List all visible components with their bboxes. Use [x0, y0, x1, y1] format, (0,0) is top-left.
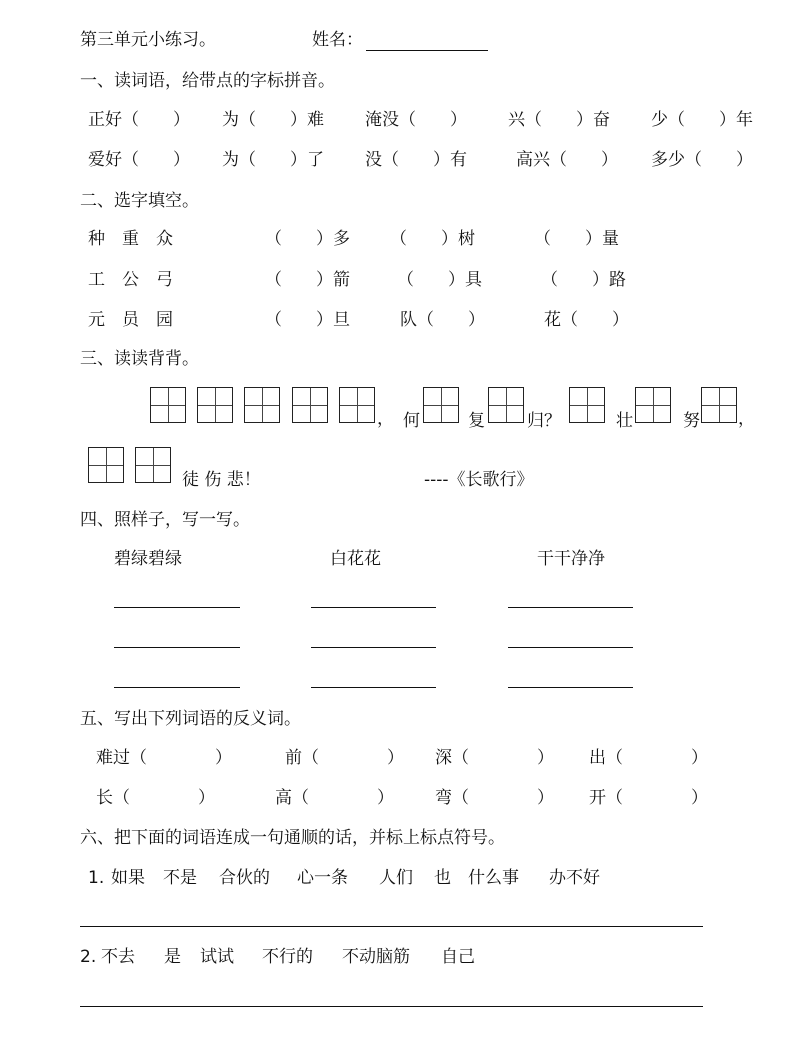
- word-token: 自己: [441, 947, 475, 967]
- fill-blank: 花（ ）: [544, 310, 629, 330]
- word-token: 不去: [101, 947, 135, 967]
- char-choices: 元 员 园: [88, 310, 173, 330]
- word-token: 办不好: [549, 868, 600, 888]
- fill-blank: （ ）具: [397, 270, 482, 290]
- section3-heading: 三、读读背背。: [80, 349, 199, 369]
- section5-heading: 五、写出下列词语的反义词。: [80, 709, 301, 729]
- answer-line[interactable]: [114, 687, 240, 688]
- poem-char: 复: [468, 411, 485, 431]
- word-token: 不行的: [262, 947, 313, 967]
- answer-line[interactable]: [508, 607, 633, 608]
- tianzige-box[interactable]: [635, 387, 671, 423]
- antonym-item: 出（ ）: [589, 748, 708, 768]
- fill-blank: （ ）箭: [265, 270, 350, 290]
- answer-line[interactable]: [508, 647, 633, 648]
- char-choices: 种 重 众: [88, 229, 173, 249]
- section1-heading: 一、读词语，给带点的字标拼音。: [80, 71, 335, 91]
- tianzige-box[interactable]: [339, 387, 375, 423]
- example-word: 碧绿碧绿: [114, 549, 182, 569]
- antonym-item: 难过（ ）: [96, 748, 232, 768]
- example-word: 白花花: [330, 549, 381, 569]
- worksheet-title: 第三单元小练习。: [80, 30, 216, 50]
- antonym-item: 开（ ）: [589, 788, 708, 808]
- sentence-answer-line[interactable]: [80, 1006, 703, 1007]
- section2-heading: 二、选字填空。: [80, 191, 199, 211]
- antonym-item: 弯（ ）: [435, 788, 554, 808]
- word-token: 心一条: [297, 868, 348, 888]
- tianzige-box[interactable]: [197, 387, 233, 423]
- section6-heading: 六、把下面的词语连成一句通顺的话，并标上标点符号。: [80, 828, 505, 848]
- answer-line[interactable]: [508, 687, 633, 688]
- poem-char: 壮: [616, 411, 633, 431]
- tianzige-box[interactable]: [244, 387, 280, 423]
- word-token: 什么事: [468, 868, 519, 888]
- tianzige-box[interactable]: [88, 447, 124, 483]
- pinyin-item: 多少（ ）: [651, 150, 753, 170]
- word-token: 如果: [111, 868, 145, 888]
- punctuation: ，: [738, 409, 755, 429]
- name-label: 姓名：: [312, 30, 363, 50]
- pinyin-item: 正好（ ）: [88, 110, 190, 130]
- poem-char: 归？: [527, 411, 561, 431]
- char-choices: 工 公 弓: [88, 270, 173, 290]
- pinyin-item: 没（ ）有: [365, 150, 467, 170]
- fill-blank: （ ）旦: [265, 310, 350, 330]
- pinyin-item: 少（ ）年: [651, 110, 753, 130]
- punctuation: ，: [377, 409, 394, 429]
- word-token: 试试: [200, 947, 234, 967]
- antonym-item: 长（ ）: [96, 788, 215, 808]
- tianzige-box[interactable]: [292, 387, 328, 423]
- poem-tail: 徒 伤 悲！: [182, 470, 261, 490]
- question-number: 2.: [80, 947, 97, 967]
- poem-source: ----《长歌行》: [424, 470, 534, 490]
- pinyin-item: 为（ ）难: [222, 110, 324, 130]
- pinyin-item: 为（ ）了: [222, 150, 324, 170]
- example-word: 干干净净: [537, 549, 605, 569]
- tianzige-box[interactable]: [488, 387, 524, 423]
- tianzige-box[interactable]: [150, 387, 186, 423]
- word-token: 合伙的: [219, 868, 270, 888]
- answer-line[interactable]: [114, 647, 240, 648]
- antonym-item: 高（ ）: [275, 788, 394, 808]
- pinyin-item: 爱好（ ）: [88, 150, 190, 170]
- word-token: 不是: [163, 868, 197, 888]
- poem-char: 何: [403, 411, 420, 431]
- question-number: 1.: [88, 868, 105, 888]
- pinyin-item: 高兴（ ）: [516, 150, 618, 170]
- word-token: 也: [434, 868, 451, 888]
- fill-blank: （ ）多: [265, 229, 350, 249]
- tianzige-box[interactable]: [423, 387, 459, 423]
- section4-heading: 四、照样子，写一写。: [80, 510, 250, 530]
- pinyin-item: 淹没（ ）: [365, 110, 467, 130]
- tianzige-box[interactable]: [135, 447, 171, 483]
- fill-blank: （ ）量: [534, 229, 619, 249]
- antonym-item: 深（ ）: [435, 748, 554, 768]
- fill-blank: （ ）路: [541, 270, 626, 290]
- antonym-item: 前（ ）: [285, 748, 404, 768]
- poem-char: 努: [683, 411, 700, 431]
- pinyin-item: 兴（ ）奋: [508, 110, 610, 130]
- word-token: 不动脑筋: [342, 947, 410, 967]
- sentence-answer-line[interactable]: [80, 926, 703, 927]
- answer-line[interactable]: [311, 687, 436, 688]
- answer-line[interactable]: [114, 607, 240, 608]
- answer-line[interactable]: [311, 647, 436, 648]
- answer-line[interactable]: [311, 607, 436, 608]
- word-token: 是: [164, 947, 181, 967]
- fill-blank: （ ）树: [390, 229, 475, 249]
- tianzige-box[interactable]: [701, 387, 737, 423]
- tianzige-box[interactable]: [569, 387, 605, 423]
- fill-blank: 队（ ）: [400, 310, 485, 330]
- word-token: 人们: [379, 868, 413, 888]
- name-input-line[interactable]: [366, 50, 488, 51]
